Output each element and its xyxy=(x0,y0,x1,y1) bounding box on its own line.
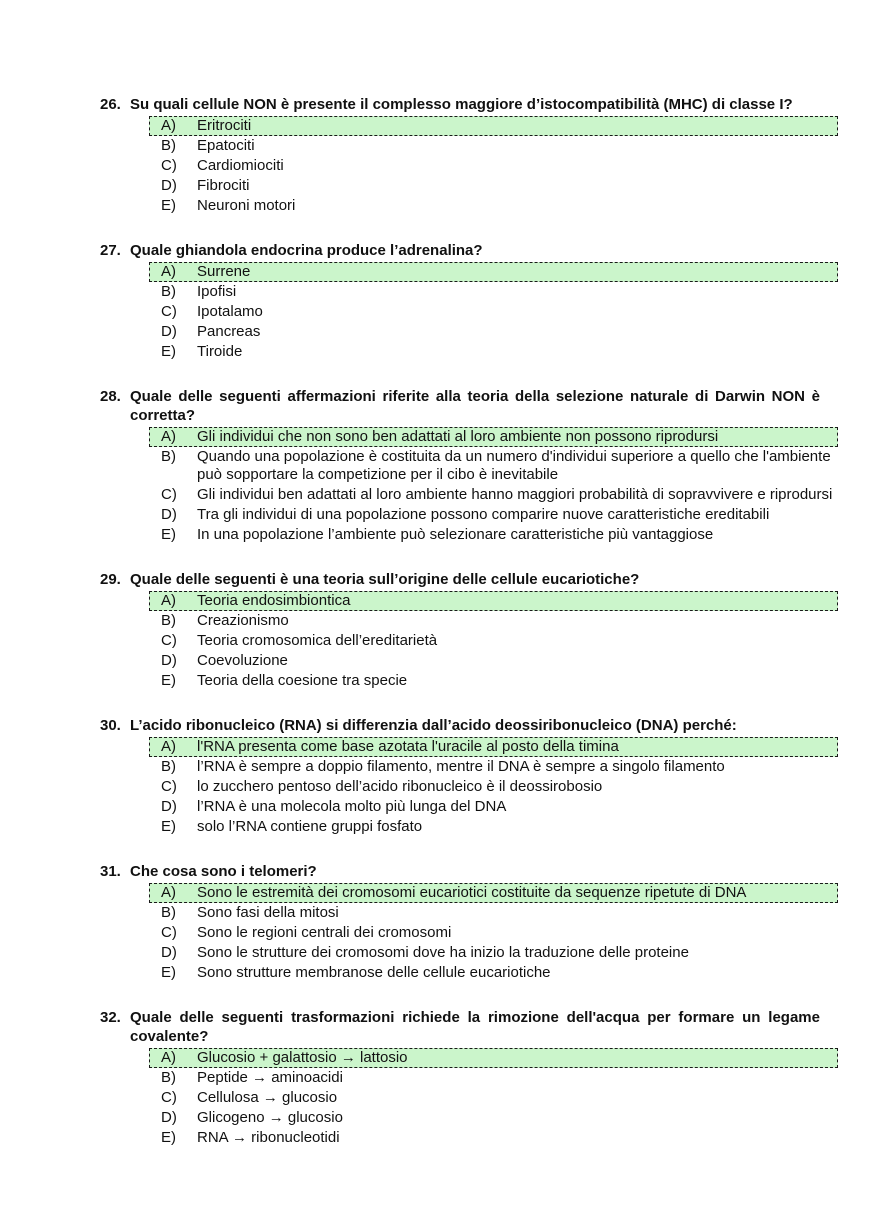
option-letter: E) xyxy=(161,526,176,543)
option-letter: D) xyxy=(161,1109,177,1126)
answer-option-highlighted xyxy=(149,262,838,282)
option-text: Sono fasi della mitosi xyxy=(197,904,339,921)
option-letter: C) xyxy=(161,778,177,795)
option-text: Gli individui che non sono ben adattati al loro ambiente non possono riprodursi xyxy=(197,428,719,445)
question-block xyxy=(100,1008,820,1148)
answer-option xyxy=(149,485,838,505)
option-letter: B) xyxy=(161,283,176,300)
option-letter: D) xyxy=(161,323,177,340)
option-text: l’RNA è una molecola molto più lunga del DNA xyxy=(197,798,507,815)
option-text: In una popolazione l’ambiente può selezionare caratteristiche più vantaggiose xyxy=(197,526,714,543)
option-text: Quando una popolazione è costituita da un numero d'individui superiore a quello che l'ambiente può sopportare la competizione per il cibo è inevitabile xyxy=(197,448,831,483)
option-letter: C) xyxy=(161,157,177,174)
question-text: Che cosa sono i telomeri? xyxy=(130,863,317,880)
option-text: Surrene xyxy=(197,263,251,280)
option-letter: A) xyxy=(161,263,176,280)
question-block xyxy=(100,387,833,545)
option-text: Sono le regioni centrali dei cromosomi xyxy=(197,924,452,941)
option-text: Sono strutture membranose delle cellule eucariotiche xyxy=(197,964,551,981)
answer-option xyxy=(149,282,838,302)
question-text: Quale delle seguenti è una teoria sull’origine delle cellule eucariotiche? xyxy=(130,571,640,588)
question-text: Quale ghiandola endocrina produce l’adrenalina? xyxy=(130,242,483,259)
answer-option xyxy=(149,631,838,651)
question-number: 27. xyxy=(100,242,121,259)
answer-option xyxy=(149,447,838,485)
question-heading xyxy=(100,1008,820,1046)
answer-option xyxy=(149,903,838,923)
option-text: Glicogeno → glucosio xyxy=(197,1109,343,1126)
answer-options xyxy=(149,427,838,545)
answer-option-highlighted xyxy=(149,591,838,611)
question-block xyxy=(100,862,820,983)
question-block xyxy=(100,95,820,216)
option-letter: A) xyxy=(161,884,176,901)
option-text: Ipotalamo xyxy=(197,303,263,320)
option-letter: E) xyxy=(161,1129,176,1146)
option-letter: E) xyxy=(161,343,176,360)
answer-option xyxy=(149,611,838,631)
answer-option xyxy=(149,797,838,817)
option-text: Neuroni motori xyxy=(197,197,296,214)
option-letter: B) xyxy=(161,448,176,465)
question-heading xyxy=(100,241,820,260)
option-letter: C) xyxy=(161,486,177,503)
option-letter: E) xyxy=(161,818,176,835)
option-text: l’RNA è sempre a doppio filamento, mentre il DNA è sempre a singolo filamento xyxy=(197,758,725,775)
option-text: Coevoluzione xyxy=(197,652,288,669)
answer-option xyxy=(149,136,838,156)
answer-option xyxy=(149,777,838,797)
question-heading xyxy=(100,716,820,735)
option-letter: A) xyxy=(161,117,176,134)
option-text: Teoria della coesione tra specie xyxy=(197,672,408,689)
answer-option-highlighted xyxy=(149,116,838,136)
option-text: Epatociti xyxy=(197,137,255,154)
option-text: Fibrociti xyxy=(197,177,250,194)
answer-option-highlighted xyxy=(149,1048,838,1068)
answer-option xyxy=(149,923,838,943)
option-letter: B) xyxy=(161,904,176,921)
option-text: solo l’RNA contiene gruppi fosfato xyxy=(197,818,423,835)
question-heading xyxy=(100,95,820,114)
question-block xyxy=(100,716,820,837)
option-text: Gli individui ben adattati al loro ambiente hanno maggiori probabilità di sopravvivere e riprodursi xyxy=(197,486,833,503)
option-text: Cardiomiociti xyxy=(197,157,284,174)
answer-option xyxy=(149,1108,838,1128)
question-text: Quale delle seguenti trasformazioni richiede la rimozione dell'acqua per formare un legame covalente? xyxy=(130,1009,820,1045)
answer-option xyxy=(149,196,838,216)
answer-options xyxy=(149,883,838,983)
option-letter: B) xyxy=(161,758,176,775)
answer-option xyxy=(149,1128,838,1148)
question-number: 32. xyxy=(100,1009,121,1026)
option-letter: D) xyxy=(161,177,177,194)
option-letter: C) xyxy=(161,632,177,649)
answer-option xyxy=(149,322,838,342)
option-letter: E) xyxy=(161,672,176,689)
option-text: Sono le strutture dei cromosomi dove ha inizio la traduzione delle proteine xyxy=(197,944,689,961)
answer-option xyxy=(149,1088,838,1108)
question-text: Quale delle seguenti affermazioni riferite alla teoria della selezione naturale di Darwin NON è corretta? xyxy=(130,388,820,424)
answer-option xyxy=(149,671,838,691)
questions-list xyxy=(100,95,833,1148)
answer-option xyxy=(149,342,838,362)
option-text: Cellulosa → glucosio xyxy=(197,1089,338,1106)
option-text: Pancreas xyxy=(197,323,261,340)
option-text: l'RNA presenta come base azotata l'uracile al posto della timina xyxy=(197,738,619,755)
option-letter: E) xyxy=(161,197,176,214)
question-heading xyxy=(100,570,820,589)
option-letter: B) xyxy=(161,1069,176,1086)
option-letter: A) xyxy=(161,592,176,609)
option-letter: D) xyxy=(161,652,177,669)
answer-option xyxy=(149,1068,838,1088)
question-text: L’acido ribonucleico (RNA) si differenzia dall’acido deossiribonucleico (DNA) perché: xyxy=(130,717,737,734)
option-text: Teoria cromosomica dell’ereditarietà xyxy=(197,632,438,649)
question-number: 26. xyxy=(100,96,121,113)
option-text: Teoria endosimbiontica xyxy=(197,592,351,609)
answer-option-highlighted xyxy=(149,427,838,447)
option-text: Tra gli individui di una popolazione possono comparire nuove caratteristiche ereditabili xyxy=(197,506,770,523)
question-heading xyxy=(100,862,820,881)
answer-option xyxy=(149,651,838,671)
question-number: 30. xyxy=(100,717,121,734)
answer-option xyxy=(149,505,838,525)
option-text: Glucosio + galattosio → lattosio xyxy=(197,1049,408,1066)
answer-option-highlighted xyxy=(149,883,838,903)
option-text: Ipofisi xyxy=(197,283,237,300)
option-letter: B) xyxy=(161,137,176,154)
option-letter: A) xyxy=(161,1049,176,1066)
answer-option xyxy=(149,963,838,983)
question-number: 29. xyxy=(100,571,121,588)
option-text: Creazionismo xyxy=(197,612,289,629)
answer-options xyxy=(149,116,838,216)
option-letter: C) xyxy=(161,1089,177,1106)
option-letter: A) xyxy=(161,428,176,445)
answer-option xyxy=(149,757,838,777)
answer-option xyxy=(149,943,838,963)
question-block xyxy=(100,570,820,691)
option-text: Sono le estremità dei cromosomi eucariotici costituite da sequenze ripetute di DNA xyxy=(197,884,747,901)
answer-options xyxy=(149,1048,838,1148)
question-number: 28. xyxy=(100,388,121,405)
answer-options xyxy=(149,737,838,837)
option-letter: D) xyxy=(161,944,177,961)
question-heading xyxy=(100,387,820,425)
option-letter: E) xyxy=(161,964,176,981)
option-text: Tiroide xyxy=(197,343,243,360)
answer-option xyxy=(149,302,838,322)
option-letter: C) xyxy=(161,303,177,320)
answer-options xyxy=(149,262,838,362)
answer-option-highlighted xyxy=(149,737,838,757)
answer-option xyxy=(149,176,838,196)
option-letter: B) xyxy=(161,612,176,629)
option-text: lo zucchero pentoso dell’acido ribonucleico è il deossirobosio xyxy=(197,778,603,795)
answer-option xyxy=(149,156,838,176)
question-block xyxy=(100,241,820,362)
answer-option xyxy=(149,817,838,837)
option-letter: D) xyxy=(161,506,177,523)
option-letter: D) xyxy=(161,798,177,815)
question-number: 31. xyxy=(100,863,121,880)
answer-options xyxy=(149,591,838,691)
option-text: Eritrociti xyxy=(197,117,252,134)
option-letter: C) xyxy=(161,924,177,941)
option-text: RNA → ribonucleotidi xyxy=(197,1129,340,1146)
option-text: Peptide → aminoacidi xyxy=(197,1069,343,1086)
option-letter: A) xyxy=(161,738,176,755)
answer-option xyxy=(149,525,838,545)
question-text: Su quali cellule NON è presente il complesso maggiore d’istocompatibilità (MHC) di classe I? xyxy=(130,96,793,113)
